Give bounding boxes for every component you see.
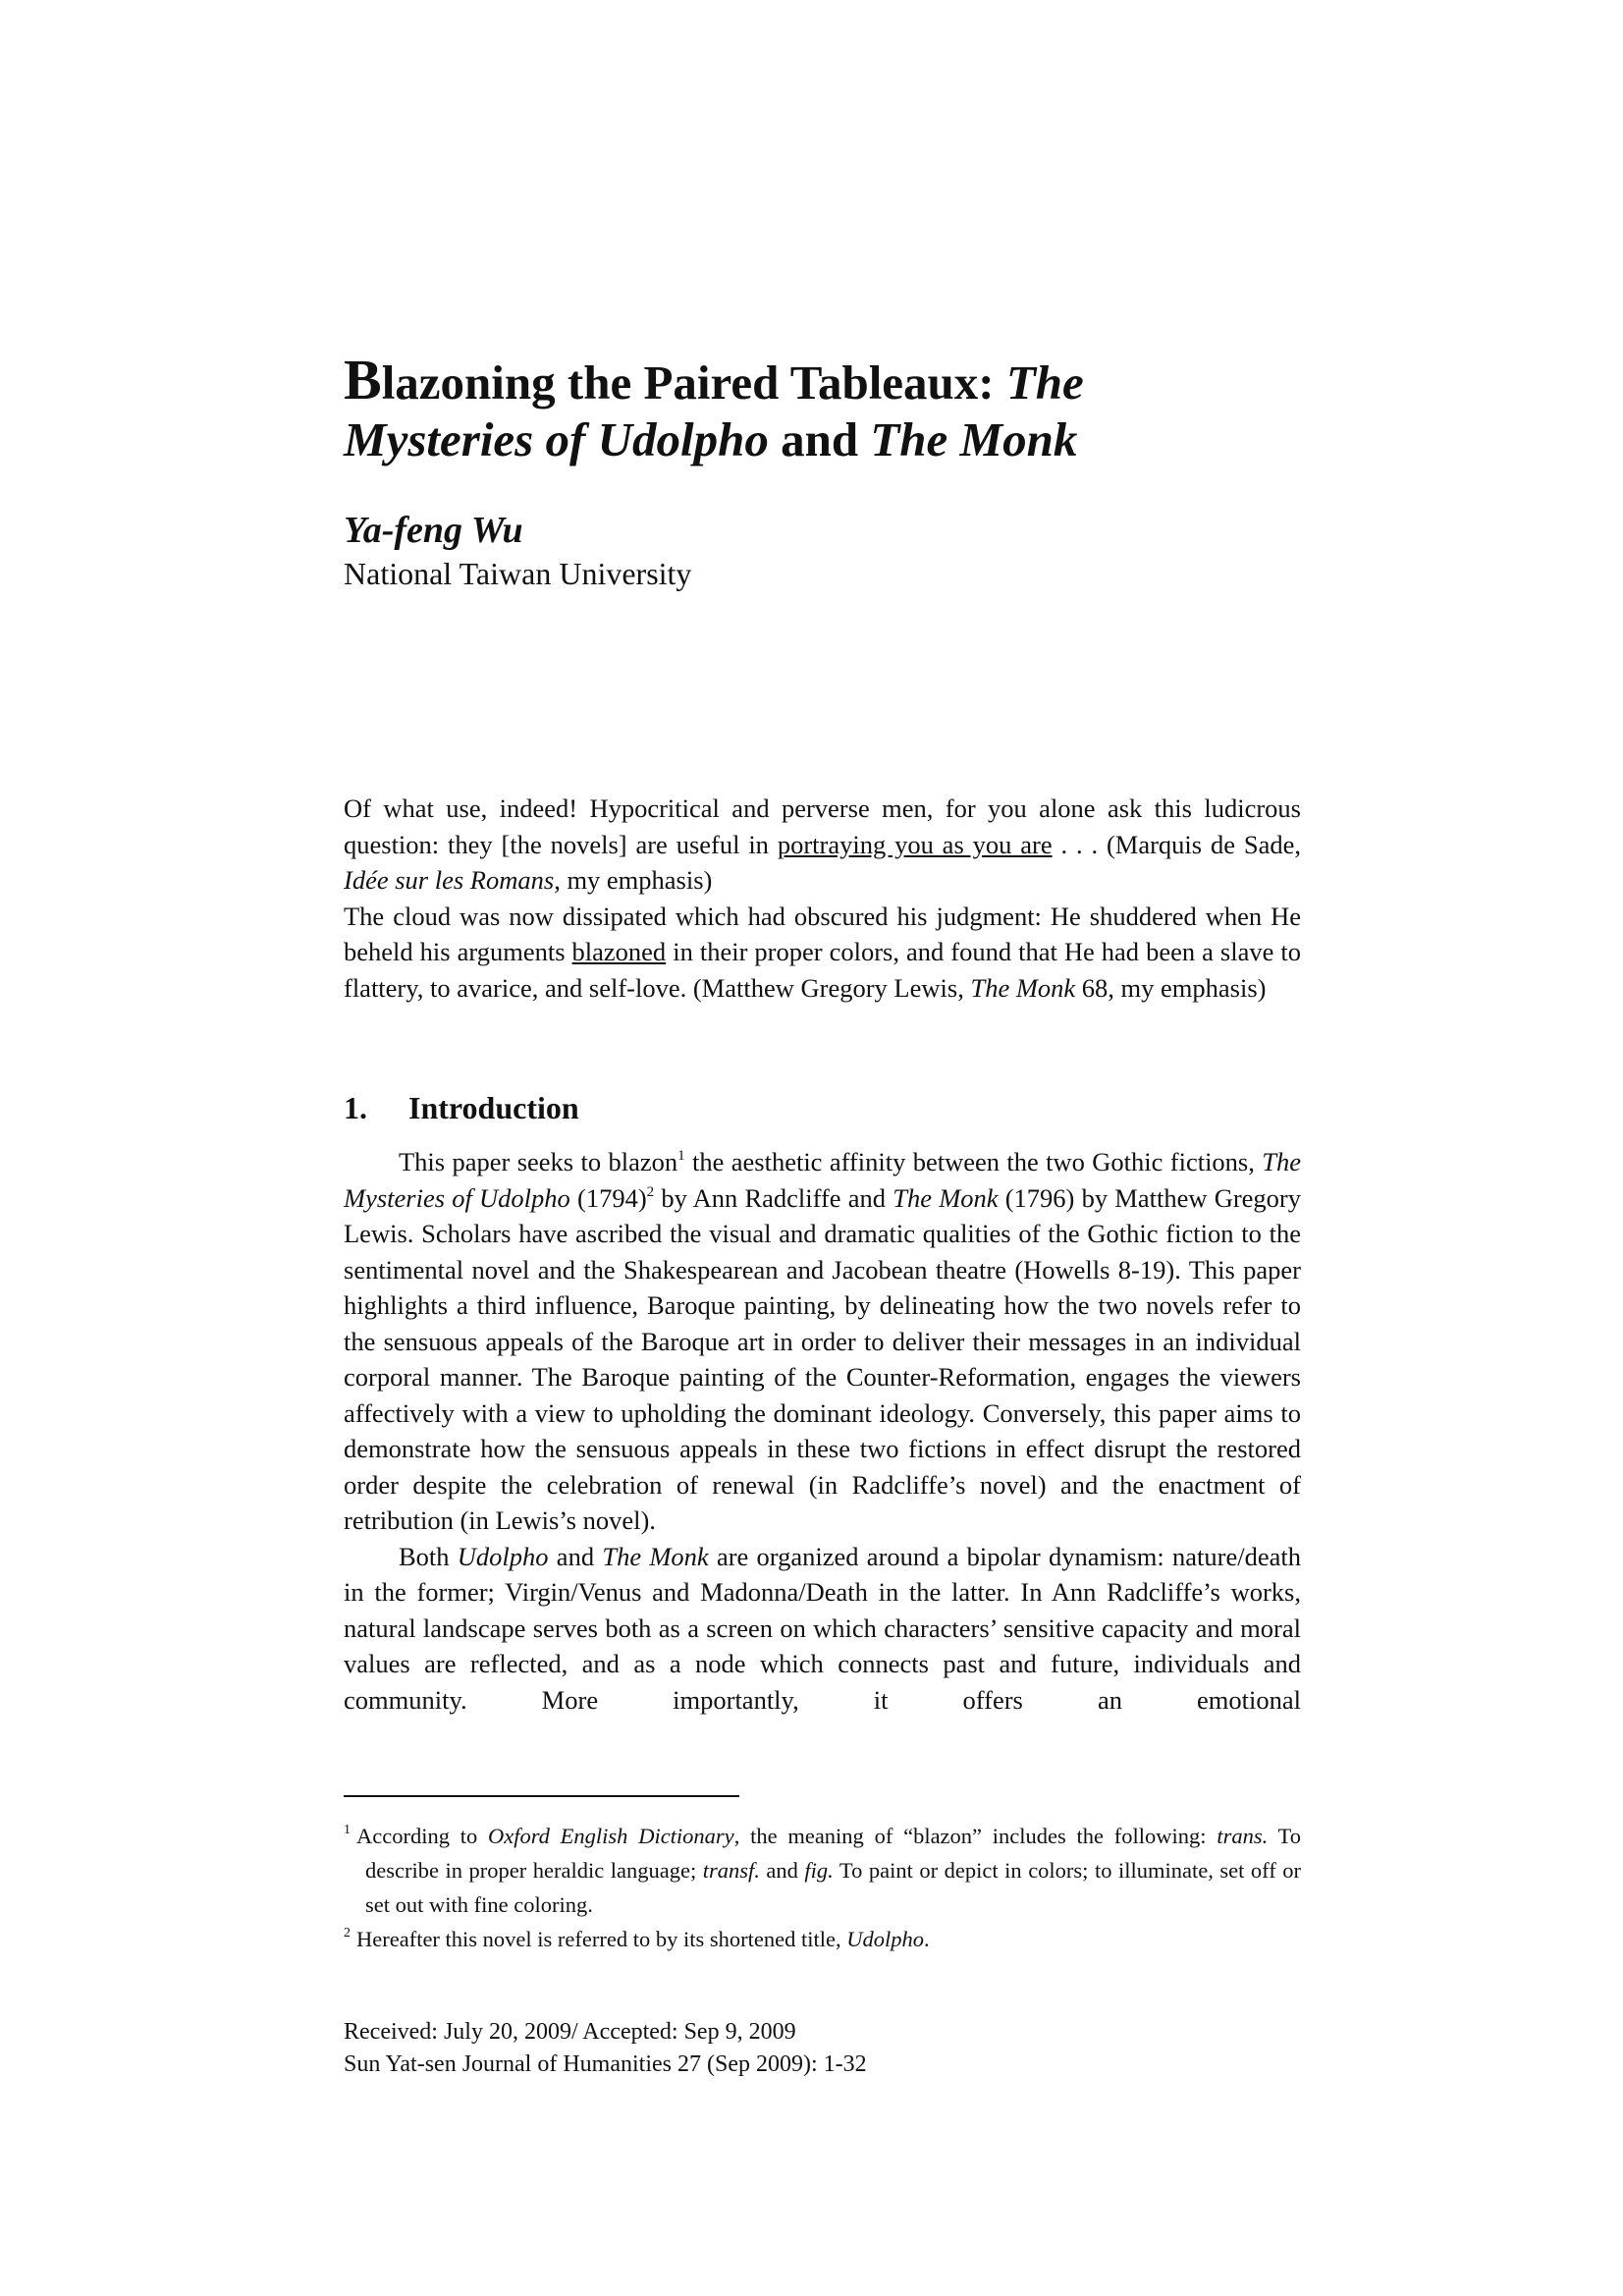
author-affiliation: National Taiwan University bbox=[344, 556, 692, 591]
footnote-divider bbox=[344, 1795, 739, 1797]
paragraph-2: Both Udolpho and The Monk are organized around a bipolar dynamism: nature/death in the former; Virgin/Venus and Madonna/Death in the latter. In Ann Radcliffe’s works, natural landscape serves both as a screen on which characters’ sensitive capacity and moral values are reflected, and as a node which connects past and future, individuals and community. More importantly, it offers an emotional bbox=[344, 1541, 1301, 1715]
footnote-1: $^1$ According to Oxford English Dictionary, the meaning of “blazon” includes the following: trans. To describe in proper heraldic language; transf. and fig. To paint or depict in colors; to illuminate, set off or set out with fine coloring. bbox=[344, 1823, 1301, 1917]
section-title: Introduction bbox=[408, 1090, 579, 1125]
epigraphs bbox=[344, 791, 1301, 1006]
paper-title: Blazoning the Paired Tableaux: The Mysteries of Udolpho and The Monk bbox=[344, 348, 1084, 466]
journal-citation: Sun Yat-sen Journal of Humanities 27 (Sep 2009): 1-32 bbox=[344, 2051, 867, 2077]
body-text bbox=[344, 1144, 1301, 1718]
epigraph-lewis: The cloud was now dissipated which had obscured his judgment: He shuddered when He beheld his arguments blazoned in their proper colors, and found that He had been a slave to flattery, to avarice, and self-love. (Matthew Gregory Lewis, The Monk 68, my emphasis) bbox=[344, 901, 1301, 1003]
footnotes bbox=[344, 1819, 1301, 1956]
footnote-2: $^2$ Hereafter this novel is referred to by its shortened title, Udolpho. bbox=[344, 1926, 930, 1951]
footnote-ref-2: 2 bbox=[646, 1183, 655, 1200]
epigraph-sade: Of what use, indeed! Hypocritical and perverse men, for you alone ask this ludicrous question: they [the novels] are useful in portraying you as you are . . . (Marquis de Sade, Idée sur les Romans, my emphasis) bbox=[344, 793, 1301, 895]
received-accepted-dates: Received: July 20, 2009/ Accepted: Sep 9, 2009 bbox=[344, 2019, 796, 2045]
author-name: Ya-feng Wu bbox=[344, 510, 523, 551]
title-initial: B bbox=[344, 348, 382, 411]
section-heading bbox=[344, 1088, 1301, 1127]
footnote-ref-1: 1 bbox=[677, 1148, 685, 1164]
paragraph-1: This paper seeks to blazon$^1$ the aesthetic affinity between the two Gothic fictions, The Mysteries of Udolpho $(1794)^2$ by Ann Radcliffe and The Monk (1796) by Matthew Gregory Lewis. Scholars have ascribed the visual and dramatic qualities of the Gothic fiction to the sentimental novel and the Shakespearean and Jacobean theatre (Howells 8-19). This paper highlights a third influence, Baroque painting, by delineating how the two novels refer to the sensuous appeals of the Baroque art in order to deliver their messages in an individual corporal manner. The Baroque painting of the Counter-Reformation, engages the viewers affectively with a view to upholding the dominant ideology. Conversely, this paper aims to demonstrate how the sensuous appeals in these two fictions in effect disrupt the restored order despite the celebration of renewal (in Radcliffe’s novel) and the enactment of retribution (in Lewis’s novel). bbox=[344, 1147, 1301, 1535]
publication-info bbox=[344, 2016, 1301, 2081]
section-number: 1. bbox=[344, 1090, 367, 1125]
